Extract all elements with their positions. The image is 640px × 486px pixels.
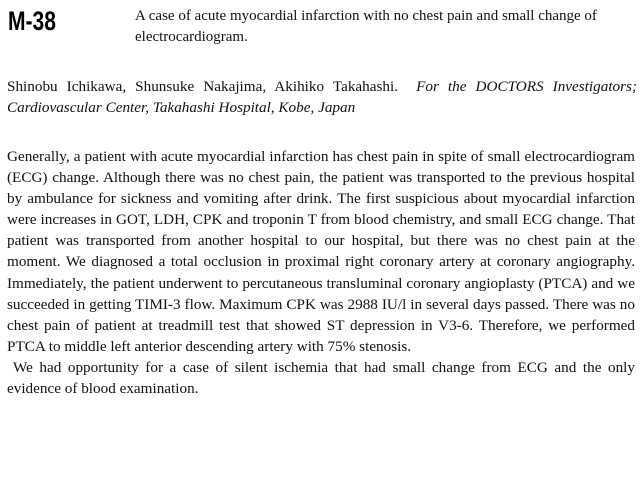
author-block [7, 76, 637, 118]
abstract-body [7, 146, 635, 399]
affiliation: For the DOCTORS Investigators; Cardiovascular Center, Takahashi Hospital, Kobe, Japan [7, 78, 638, 116]
body-paragraph-2: We had opportunity for a case of silent ischemia that had small change from ECG and the only evidence of blood examination. [7, 358, 635, 398]
author-list: Shinobu Ichikawa, Shunsuke Nakajima, Akihiko Takahashi. [7, 78, 399, 95]
abstract-title: A case of acute myocardial infarction with no chest pain and small change of electrocardiogram. [135, 8, 597, 45]
abstract-id: M-38 [8, 6, 56, 36]
body-paragraph-1: Generally, a patient with acute myocardial infarction has chest pain in spite of small electrocardiogram (ECG) change. Although there was no chest pain, the patient was transported to the previous hospital by ambulance for sickness and vomiting after drink. The first suspicious about myocardial infarction were increases in GOT, LDH, CPK and troponin T from blood chemistry, and small ECG change. That patient was transported from another hospital to our hospital, but there was no chest pain at the moment. We diagnosed a total occlusion in proximal right coronary artery at coronary angiography. Immediately, the patient underwent to percutaneous transluminal coronary angioplasty (PTCA) and we succeeded in getting TIMI-3 flow. Maximum CPK was 2988 IU/l in several days passed. There was no chest pain of patient at treadmill test that showed ST depression in V3-6. Therefore, we performed PTCA to middle left anterior descending artery with 75% stenosis. [7, 148, 635, 355]
